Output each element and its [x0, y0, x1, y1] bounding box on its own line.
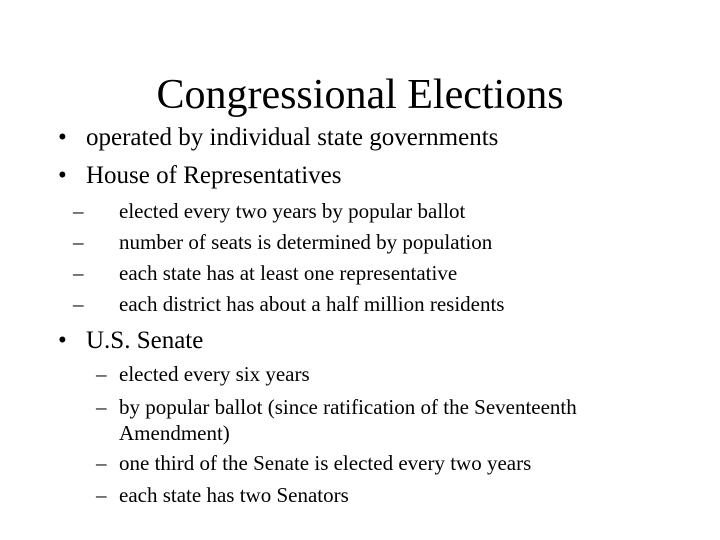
dash-marker: –: [96, 451, 107, 475]
sub-bullet-text: Amendment): [119, 421, 230, 445]
sub-bullet-text: one third of the Senate is elected every two years: [119, 451, 532, 475]
sub-bullet-text: elected every two years by popular ballot: [119, 199, 466, 223]
sub-bullet-text: by popular ballot (since ratification of the Seventeenth: [119, 395, 577, 419]
dash-marker: –: [73, 261, 84, 285]
dash-marker: –: [73, 292, 84, 316]
dash-marker: –: [96, 483, 107, 507]
dash-marker: –: [73, 230, 84, 254]
dash-marker: –: [96, 395, 107, 419]
dash-marker: –: [73, 199, 84, 223]
bullet-marker: •: [58, 124, 67, 151]
sub-bullet-text: each district has about a half million residents: [119, 292, 505, 316]
bullet-text: U.S. Senate: [86, 327, 204, 354]
dash-marker: –: [96, 362, 107, 386]
sub-bullet-text: each state has two Senators: [119, 483, 349, 507]
sub-bullet-text: each state has at least one representative: [119, 261, 458, 285]
slide-title: Congressional Elections: [156, 72, 564, 118]
bullet-marker: •: [58, 162, 67, 189]
sub-bullet-text: elected every six years: [119, 362, 310, 386]
bullet-text: House of Representatives: [86, 162, 342, 189]
sub-bullet-text: number of seats is determined by population: [119, 230, 493, 254]
bullet-marker: •: [58, 327, 67, 354]
bullet-text: operated by individual state governments: [86, 124, 499, 151]
